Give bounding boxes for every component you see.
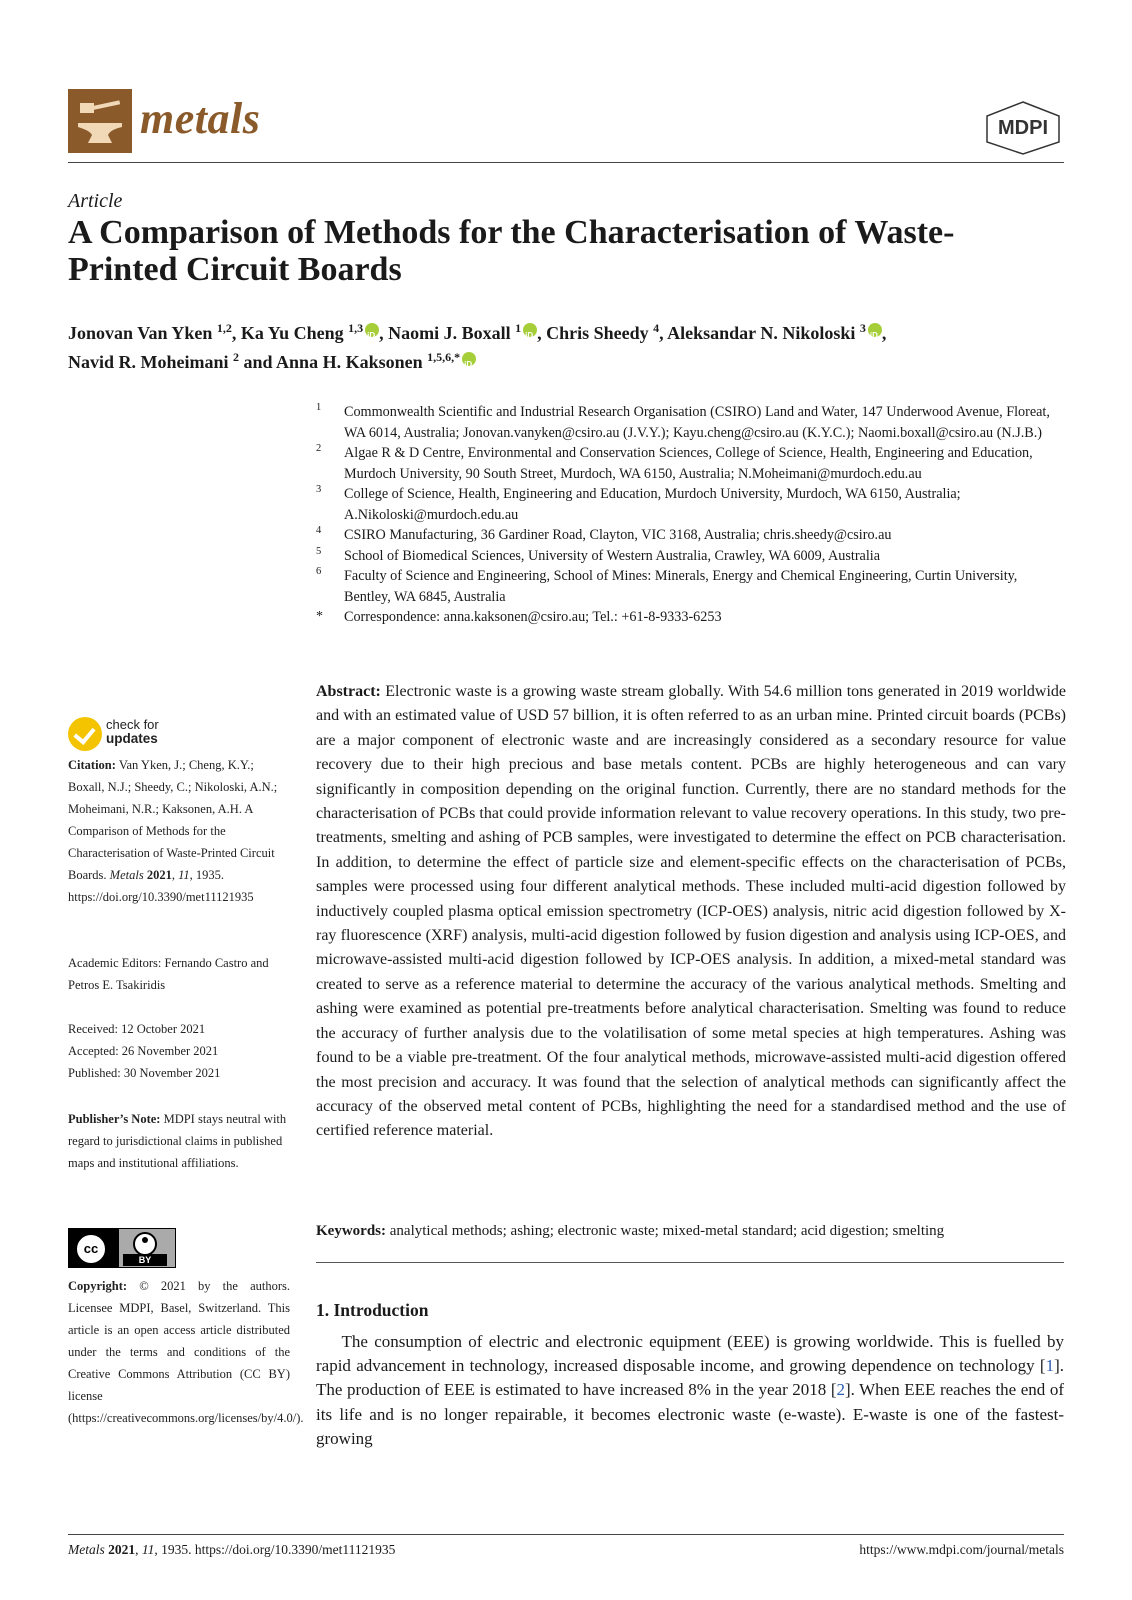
correspondence-text: Correspondence: anna.kaksonen@csiro.au; Tel.: +61-8-9333-6253 xyxy=(344,609,722,625)
intro-text-2: ]. The production of EEE is estimated to have increased 8% in the year 2018 [ xyxy=(316,1356,1064,1400)
abstract xyxy=(316,680,1066,1144)
article-type: Article xyxy=(68,190,123,212)
author-name: Chris Sheedy xyxy=(546,323,649,343)
journal-logo xyxy=(68,89,132,153)
publisher-note-label: Publisher’s Note: xyxy=(68,1112,161,1126)
keywords xyxy=(316,1220,1066,1242)
anvil-hammer-icon xyxy=(68,89,132,153)
keywords-label: Keywords: xyxy=(316,1223,386,1239)
footer-volume: 11 xyxy=(141,1542,155,1557)
correspondence-mark: * xyxy=(316,609,323,624)
affiliation-item xyxy=(316,402,1066,443)
orcid-icon[interactable] xyxy=(365,323,379,337)
author-separator: , xyxy=(537,323,547,343)
by-label: BY xyxy=(123,1254,167,1266)
author-name: Ka Yu Cheng xyxy=(240,323,344,343)
affiliation-number: 2 xyxy=(316,443,322,454)
author-separator: , xyxy=(231,323,241,343)
published-date: Published: 30 November 2021 xyxy=(68,1066,221,1080)
keywords-text: analytical methods; ashing; electronic waste; mixed-metal standard; acid digestion; smelting xyxy=(389,1223,945,1239)
mdpi-logo xyxy=(983,100,1063,156)
author-affiliation-mark: 2 xyxy=(233,350,240,364)
abstract-label: Abstract: xyxy=(316,683,381,700)
author-list xyxy=(68,316,1058,374)
author-affiliation-mark: 4 xyxy=(653,321,660,335)
person-icon xyxy=(133,1232,157,1256)
correspondence xyxy=(316,607,1066,628)
footer-year: 2021 xyxy=(108,1542,136,1557)
affiliation-item xyxy=(316,443,1066,484)
orcid-icon[interactable] xyxy=(868,323,882,337)
check-for-updates-button[interactable] xyxy=(68,717,188,753)
footer-doi[interactable]: , 1935. https://doi.org/10.3390/met11121935 xyxy=(154,1542,396,1557)
author-separator: and xyxy=(239,352,277,372)
citation-label: Citation: xyxy=(68,758,116,772)
intro-text-3: ]. When EEE reaches the end of its life and is no longer repairable, it becomes electronic waste (e-waste). E-waste is one of the fastest-growing xyxy=(316,1380,1064,1448)
author-name: Aleksandar N. Nikoloski xyxy=(667,323,856,343)
footer-journal: Metals xyxy=(68,1542,105,1557)
introduction-paragraph xyxy=(316,1330,1064,1451)
publisher-note-text: MDPI stays neutral with regard to jurisdictional claims in published maps and institutional affiliations. xyxy=(68,1112,287,1170)
author-name: Naomi J. Boxall xyxy=(388,323,511,343)
section-heading-introduction: 1. Introduction xyxy=(316,1300,429,1320)
checkmark-icon xyxy=(68,717,102,751)
intro-text-1: The consumption of electric and electronic equipment (EEE) is growing worldwide. This is fuelled by rapid advancement in technology, increased disposable income, and growing dependence on technology [ xyxy=(316,1332,1064,1376)
author-affiliation-mark: 1 xyxy=(515,321,522,335)
author-separator: , xyxy=(379,323,389,343)
author-separator: , xyxy=(659,323,668,343)
author-affiliation-mark: 3 xyxy=(859,321,866,335)
journal-name: metals xyxy=(140,94,261,143)
header-rule xyxy=(68,162,1064,163)
dates-block xyxy=(68,1018,290,1084)
check-updates-line1: check for xyxy=(106,717,159,732)
affiliation-item xyxy=(316,566,1066,607)
orcid-icon[interactable] xyxy=(462,352,476,366)
citation-volume: 11 xyxy=(178,868,190,882)
affiliation-number: 4 xyxy=(316,525,322,536)
received-date: Received: 12 October 2021 xyxy=(68,1022,206,1036)
affiliation-number: 6 xyxy=(316,566,322,577)
affiliation-text: School of Biomedical Sciences, University of Western Australia, Crawley, WA 6009, Australia xyxy=(344,547,881,564)
citation-text: Van Yken, J.; Cheng, K.Y.; Boxall, N.J.; Sheedy, C.; Nikoloski, A.N.; Moheimani, N.R.; Kaksonen, A.H. A Comparison of Methods for the Characterisation of Waste-Printed Circuit Boards. xyxy=(68,758,278,882)
citation-block: Citation: Van Yken, J.; Cheng, K.Y.; Boxall, N.J.; Sheedy, C.; Nikoloski, A.N.; Moheimani, N.R.; Kaksonen, A.H. A Comparison of Methods for the Characterisation of Waste-Printed Circuit Boards. Metals 2021, 11, 1935. https://doi.org/10.3390/met11121935 xyxy=(68,758,278,904)
reference-link[interactable]: 1 xyxy=(1045,1356,1055,1376)
citation-journal: Metals xyxy=(109,868,144,882)
author-affiliation-mark: 1,3 xyxy=(348,321,364,335)
affiliation-text: Faculty of Science and Engineering, School of Mines: Minerals, Energy and Chemical Engineering, Curtin University, Bentley, WA 6845, Australia xyxy=(344,568,1018,605)
affiliation-item xyxy=(316,484,1066,525)
check-updates-line2: updates xyxy=(106,731,158,746)
abstract-text: Electronic waste is a growing waste stream globally. With 54.6 million tons generated in 2019 worldwide and with an estimated value of USD 57 billion, it is often referred to as an urban mine. Printed circuit boards (PCBs) are a major component of electronic waste and are increasingly considered as a secondary resource for value recovery due to their high precious and base metals content. PCBs are highly heterogeneous and can vary significantly in composition depending on the original function. Currently, there are no standard methods for the characterisation of PCBs that could provide information relevant to value recovery operations. In this study, two pre-treatments, smelting and ashing of PCB samples, were investigated to determine the effect on PCB characterisation. In addition, to determine the effect of particle size and element-specific effects on the characterisation of PCBs, samples were processed using four different analytical methods. These included multi-acid digestion followed by inductively coupled plasma optical emission spectrometry (ICP-OES) analysis, nitric acid digestion followed by X-ray fluorescence (XRF) analysis, multi-acid digestion followed by fusion digestion and analysis using ICP-OES, and microwave-assisted multi-acid digestion followed by ICP-OES analysis. In addition, a mixed-metal standard was created to serve as a reference material to determine the accuracy of the various analytical methods. Smelting and ashing were examined as potential pre-treatments before analytical characterisation. Smelting was found to reduce the accuracy of further analysis due to the volatilisation of some metal species at high temperatures. Ashing was found to be a viable pre-treatment. Of the four analytical methods, microwave-assisted multi-acid digestion offered the most precision and accuracy. It was found that the selection of analytical methods can significantly affect the accuracy of the observed metal content of PCBs, highlighting the need for a standardised method and the use of certified reference material. xyxy=(316,683,1067,1140)
affiliation-text: Commonwealth Scientific and Industrial Research Organisation (CSIRO) Land and Water, 147 Underwood Avenue, Floreat, WA 6014, Australia; Jonovan.vanyken@csiro.au (J.V.Y.); Kayu.cheng@csiro.au (K.Y.C.); Naomi.boxall@csiro.au (N.J.B.) xyxy=(344,404,1050,441)
affiliation-text: Algae R & D Centre, Environmental and Conservation Sciences, College of Science, Health, Engineering and Education, Murdoch University, 90 South Street, Murdoch, WA 6150, Australia; N.Moheimani@murdoch.edu.au xyxy=(344,445,1033,482)
footer-journal-url[interactable]: https://www.mdpi.com/journal/metals xyxy=(859,1542,1064,1557)
affiliation-item xyxy=(316,525,1066,546)
publisher-note xyxy=(68,1108,290,1174)
copyright-block xyxy=(68,1275,304,1429)
cc-by-license-badge[interactable] xyxy=(68,1228,176,1268)
reference-link[interactable]: 2 xyxy=(836,1380,845,1400)
article-title: A Comparison of Methods for the Characterisation of Waste-Printed Circuit Boards xyxy=(68,214,955,288)
footer-citation: Metals 2021, 11, 1935. https://doi.org/10.3390/met11121935 xyxy=(68,1542,396,1557)
copyright-text: © 2021 by the authors. Licensee MDPI, Basel, Switzerland. This article is an open access article distributed under the terms and conditions of the Creative Commons Attribution (CC BY) license (https://creativecommons.org/licenses/by/4.0/). xyxy=(68,1279,304,1425)
author-affiliation-mark: 1,2 xyxy=(216,321,232,335)
copyright-label: Copyright: xyxy=(68,1279,128,1293)
affiliation-item xyxy=(316,546,1066,567)
cc-icon: cc xyxy=(75,1233,107,1265)
footer-rule xyxy=(68,1534,1064,1535)
affiliation-text: College of Science, Health, Engineering and Education, Murdoch University, Murdoch, WA 6150, Australia; A.Nikoloski@murdoch.edu.au xyxy=(344,486,961,523)
affiliation-number: 5 xyxy=(316,545,322,557)
affiliations xyxy=(316,402,1066,628)
orcid-icon[interactable] xyxy=(523,323,537,337)
author-name: Navid R. Moheimani xyxy=(68,352,229,372)
author-separator: , xyxy=(881,323,887,343)
affiliation-text: CSIRO Manufacturing, 36 Gardiner Road, Clayton, VIC 3168, Australia; chris.sheedy@csiro.au xyxy=(344,527,892,543)
academic-editors: Academic Editors: Fernando Castro and Petros E. Tsakiridis xyxy=(68,956,269,992)
accepted-date: Accepted: 26 November 2021 xyxy=(68,1044,219,1058)
section-divider xyxy=(316,1262,1064,1263)
affiliation-number: 1 xyxy=(316,402,322,413)
citation-year: 2021 xyxy=(146,868,172,882)
citation-doi[interactable]: , 1935. https://doi.org/10.3390/met11121935 xyxy=(68,868,254,904)
affiliation-number: 3 xyxy=(316,484,322,495)
mdpi-logo-text: MDPI xyxy=(998,117,1048,139)
author-affiliation-mark: 1,5,6,* xyxy=(427,350,461,364)
author-name: Jonovan Van Yken xyxy=(68,323,213,343)
author-name: Anna H. Kaksonen xyxy=(276,352,423,372)
